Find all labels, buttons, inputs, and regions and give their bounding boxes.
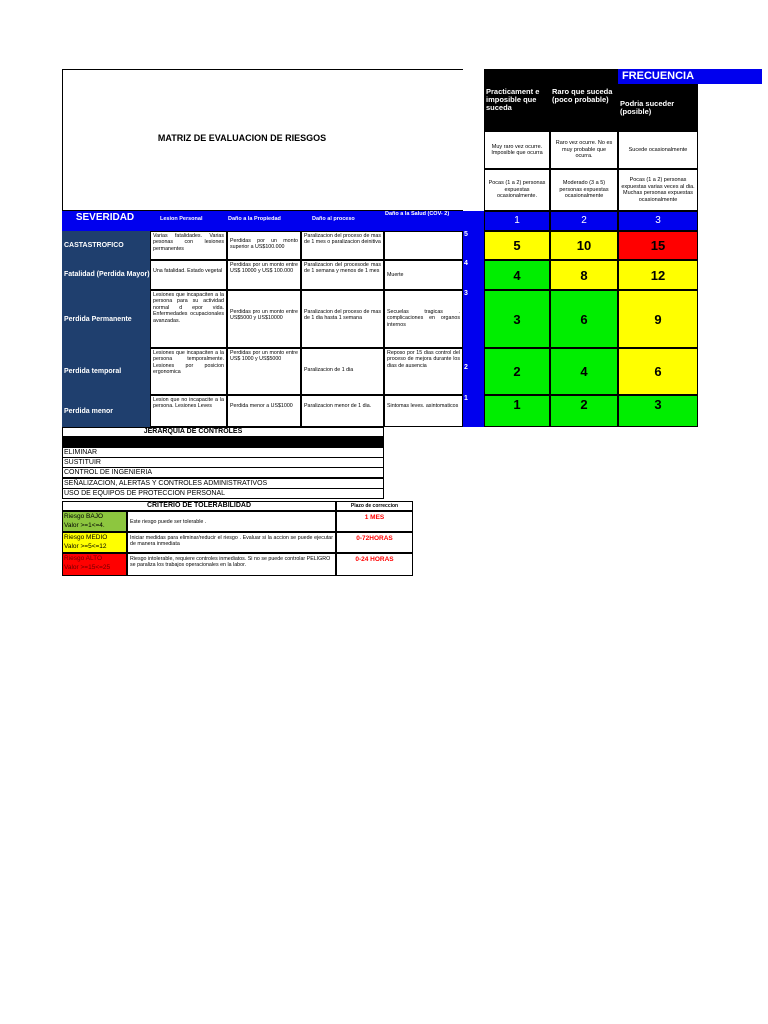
risk-cell-1-3: 3 [618, 395, 698, 427]
freq-col-1-title: Practicament e imposible que suceda [486, 87, 540, 112]
freq-col-3-desc2: Pocas (1 a 2) personas expuestas varias veces al dia. Muchas personas expuestas ocasionalmente [618, 169, 698, 211]
criterio-bajo-name: Riesgo BAJO [64, 513, 104, 520]
control-sustituir: SUSTITUIR [62, 457, 384, 468]
control-epp: USO DE EQUIPOS DE PROTECCION PERSONAL [62, 488, 384, 499]
control-ingenieria: CONTROL DE INGENIERIA [62, 467, 384, 478]
sev-row-5-proceso: Paralizacion del proceso de mas de 1 mes o paralizacion deinitiva [301, 231, 384, 260]
sev-row-2-lesion: Lesiones que incapaciten a la persona temporalmente. Lesiones por posicion ergonomica [150, 348, 227, 395]
risk-cell-3-3: 9 [618, 290, 698, 348]
sev-row-2-propiedad: Perdidas por un monto entre US$ 1000 y US$5000 [227, 348, 301, 395]
risk-cell-2-3: 6 [618, 348, 698, 395]
sev-row-1-name: Perdida menor [62, 395, 150, 427]
risk-cell-4-1: 4 [484, 260, 550, 290]
sev-row-3-lesion: Lesiones que incapaciten a la persona para su actividad normal d epor vida. Enfermedades ocupacionales avanzadas. [150, 290, 227, 348]
severidad-header: SEVERIDAD [75, 212, 135, 223]
criterio-medio-plazo: 0-72HORAS [336, 532, 413, 553]
frecuencia-label: FRECUENCIA [621, 70, 695, 82]
sev-row-4-propiedad: Perdidas por un monto entre US$ 10000 y US$ 100.000 [227, 260, 301, 290]
freq-level-1: 1 [484, 211, 550, 231]
risk-cell-3-1: 3 [484, 290, 550, 348]
criterio-alto-desc: Riesgo intolerable, requiere controles inmediatos. Si no se puede controlar PELIGRO se paraliza los trabajos operacionales en la labor. [127, 553, 336, 576]
sev-row-5-name: CASTASTROFICO [62, 231, 150, 260]
risk-cell-5-1: 5 [484, 231, 550, 260]
sev-col-proceso: Daño al proceso [312, 216, 355, 222]
criterio-alto-plazo: 0-24 HORAS [336, 553, 413, 576]
sev-row-4-name: Fatalidad (Perdida Mayor) [62, 260, 150, 290]
page-title: MATRIZ DE EVALUACION DE RIESGOS [157, 133, 327, 143]
frecuencia-header-black [484, 69, 618, 84]
risk-cell-3-2: 6 [550, 290, 618, 348]
criterio-bajo-desc: Este riesgo puede ser tolerable . [127, 511, 336, 532]
jerarquia-title: JERARQUIA DE CONTROLES [62, 427, 384, 437]
sev-row-5-lesion: Varias fatalidades. Varias pesonas con lesiones permanentes [150, 231, 227, 260]
sev-row-5-salud [384, 231, 463, 260]
jerarquia-bar [62, 437, 384, 447]
sev-row-4-salud: Muerte [384, 260, 463, 290]
sev-row-2-level: 2 [463, 348, 484, 395]
freq-col-3-title: Podria suceder (posible) [620, 99, 675, 116]
sev-col-propiedad: Daño a la Propiedad [228, 216, 281, 222]
sev-row-5-propiedad: Perdidas por un monto superior a US$100.000 [227, 231, 301, 260]
freq-col-2-desc1: Raro vez ocurre. No es muy probable que ocurra. [550, 131, 618, 169]
sev-row-3-proceso: Paralizacion del proceso de mas de 1 dia hasta 1 semana [301, 290, 384, 348]
frecuencia-header [618, 69, 762, 84]
freq-level-3: 3 [618, 211, 698, 231]
criterio-alto-name: Riesgo ALTO [64, 555, 103, 562]
risk-cell-4-3: 12 [618, 260, 698, 290]
sev-row-2-salud: Reposo por 15 dias control del proceso de mejora durante los dias de ausencia [384, 348, 463, 395]
sev-row-1-proceso: Paralizacion menor de 1 dia. [301, 395, 384, 427]
freq-col-2-title: Raro que suceda (poco probable) [552, 87, 613, 104]
sev-row-5-level: 5 [463, 231, 484, 260]
risk-cell-2-1: 2 [484, 348, 550, 395]
risk-cell-4-2: 8 [550, 260, 618, 290]
control-eliminar: ELIMINAR [62, 447, 384, 458]
criterio-bajo-label [62, 511, 127, 532]
sev-row-1-level: 1 [463, 395, 484, 427]
sev-row-4-proceso: Paralizacion del procesode mas de 1 semana y menos de 1 mes [301, 260, 384, 290]
sev-row-1-salud: Sintomas leves. asintomaticos [384, 395, 463, 427]
freq-col-1-desc1: Muy raro vez ocurre. Imposible que ocurra [484, 131, 550, 169]
sev-row-3-salud: Secuelas tragicas . complicaciones en organos internos [384, 290, 463, 348]
sev-row-3-name: Perdida Permanente [62, 290, 150, 348]
sev-row-4-lesion: Una fatalidad. Estado vegetal [150, 260, 227, 290]
sev-row-3-level: 3 [463, 290, 484, 348]
risk-cell-5-3: 15 [618, 231, 698, 260]
sev-row-2-name: Perdida temporal [62, 348, 150, 395]
risk-cell-5-2: 10 [550, 231, 618, 260]
criterio-bajo-plazo: 1 MES [336, 511, 413, 532]
freq-level-2: 2 [550, 211, 618, 231]
sev-col-lesion: Lesion Personal [160, 216, 203, 222]
criterio-title: CRITERIO DE TOLERABILIDAD [62, 501, 336, 511]
risk-cell-2-2: 4 [550, 348, 618, 395]
control-senalizacion: SEÑALIZACION, ALERTAS Y CONTROLES ADMINISTRATIVOS [62, 478, 384, 489]
sev-row-1-lesion: Lesion que no incapacite a la persona. Lesiones Leves [150, 395, 227, 427]
sev-col-salud: Daño a la Salud (COV- 2) [385, 211, 450, 217]
risk-cell-1-2: 2 [550, 395, 618, 427]
criterio-medio-label [62, 532, 127, 553]
sev-row-1-propiedad: Perdida menor a US$1000 [227, 395, 301, 427]
plazo-title: Plazo de correccion [336, 501, 413, 511]
risk-cell-1-1: 1 [484, 395, 550, 427]
freq-col-2-desc2: Moderado (3 a 5) personas expuestas ocasionalmente [550, 169, 618, 211]
criterio-medio-valor: Valor >=5<=12 [64, 543, 107, 550]
criterio-alto-label [62, 553, 127, 576]
criterio-bajo-valor: Valor >=1<=4. [64, 522, 105, 529]
criterio-medio-name: Riesgo MEDIO [64, 534, 108, 541]
criterio-medio-desc: Iniciar medidas para eliminar/reducir el riesgo . Evaluar si la accion se puede ejecutar de manera inmediata [127, 532, 336, 553]
sev-row-2-proceso: Paralizacion de 1 dia [301, 348, 384, 395]
freq-col-1-desc2: Pocas (1 a 2) personas expuestas ocasionalmente. [484, 169, 550, 211]
criterio-alto-valor: Valor >=15<=25 [64, 564, 111, 571]
sev-row-4-level: 4 [463, 260, 484, 290]
sev-row-3-propiedad: Perdidas pro un monto entre US$5000 y US$10000 [227, 290, 301, 348]
freq-col-3-desc1: Sucede ocasionalmente [618, 131, 698, 169]
